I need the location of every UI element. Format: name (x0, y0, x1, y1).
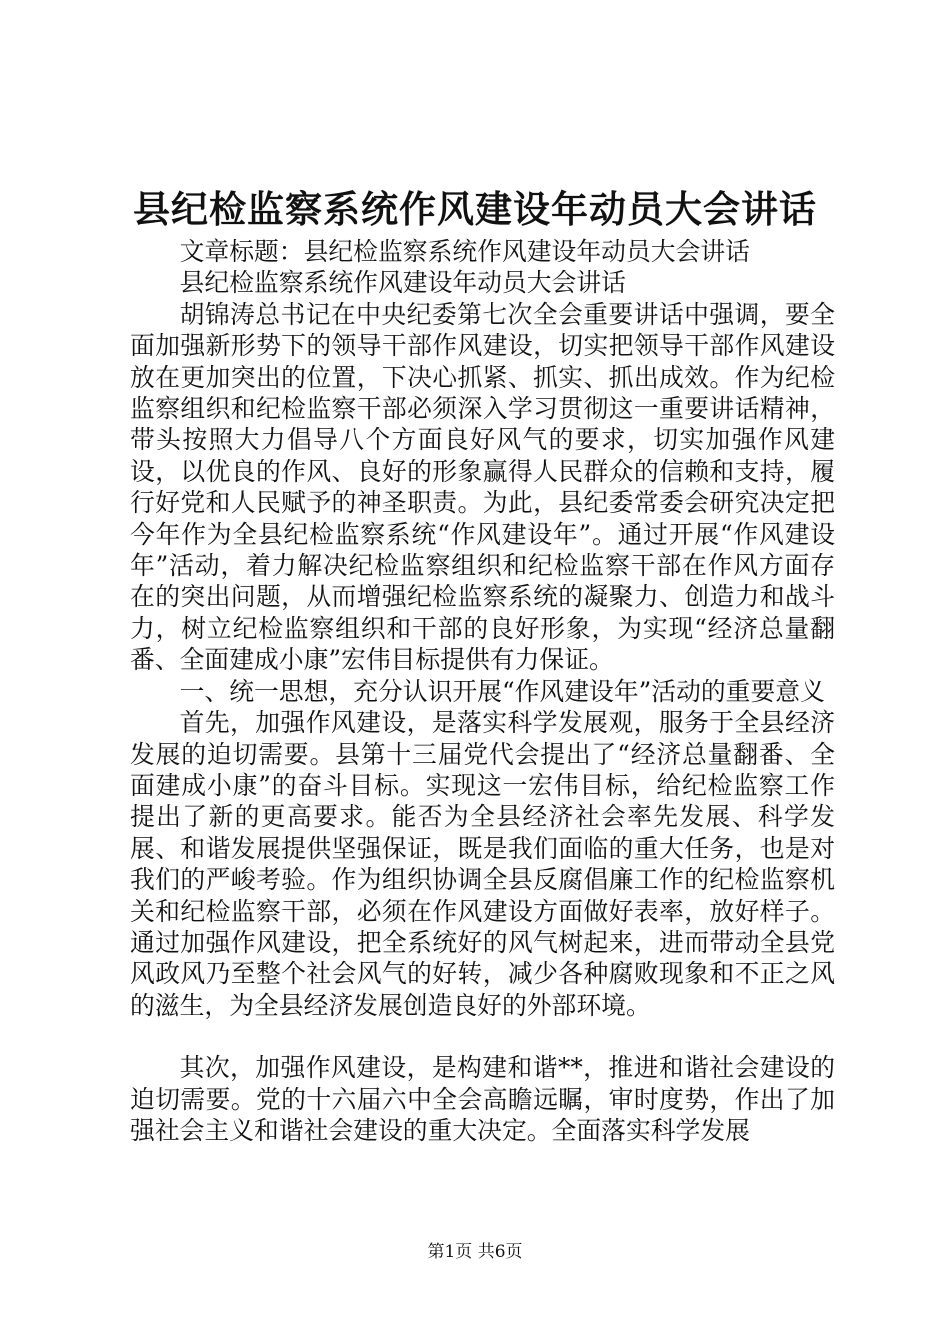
document-subtitle: 县纪检监察系统作风建设年动员大会讲话 (179, 268, 626, 298)
paragraph-intro: 胡锦涛总书记在中央纪委第七次全会重要讲话中强调，要全面加强新形势下的领导干部作风建设，切实把领导干部作风建设放在更加突出的位置，下决心抓紧、抓实、抓出成效。作为纪检监察组织和纪检监察干部必须深入学习贯彻这一重要讲话精神，带头按照大力倡导八个方面良好风气的要求，切实加强作风建设，以优良的作风、良好的形象赢得人民群众的信赖和支持，履行好党和人民赋予的神圣职责。为此，县纪委常委会研究决定把今年作为全县纪检监察系统“作风建设年”。通过开展“作风建设年”活动，着力解决纪检监察组织和纪检监察干部在作风方面存在的突出问题，从而增强纪检监察系统的凝聚力、创造力和战斗力，树立纪检监察组织和干部的良好形象，为实现“经济总量翻番、全面建成小康”宏伟目标提供有力保证。 (130, 299, 835, 675)
paragraph-second: 其次，加强作风建设，是构建和谐**，推进和谐社会建设的迫切需要。党的十六届六中全会高瞻远瞩，审时度势，作出了加强社会主义和谐社会建设的重大决定。全面落实科学发展 (130, 1053, 835, 1145)
meta-title-line: 文章标题：县纪检监察系统作风建设年动员大会讲话 (179, 237, 750, 266)
paragraph-first: 首先，加强作风建设，是落实科学发展观，服务于全县经济发展的迫切需要。县第十三届党代会提出了“经济总量翻番、全面建成小康”的奋斗目标。实现这一宏伟目标，给纪检监察工作提出了新的更高要求。能否为全县经济社会率先发展、科学发展、和谐发展提供坚强保证，既是我们面临的重大任务，也是对我们的严峻考验。作为组织协调全县反腐倡廉工作的纪检监察机关和纪检监察干部，必须在作风建设方面做好表率，放好样子。通过加强作风建设，把全系统好的风气树起来，进而带动全县党风政风乃至整个社会风气的好转，减少各种腐败现象和不正之风的滋生，为全县经济发展创造良好的外部环境。 (130, 708, 835, 1020)
section-heading: 一、统一思想，充分认识开展“作风建设年”活动的重要意义 (179, 676, 825, 706)
document-body (130, 236, 835, 1146)
paragraph-spacer (130, 1021, 835, 1052)
page-footer: 第1页 共6页 (427, 1242, 523, 1262)
document-title: 县纪检监察系统作风建设年动员大会讲话 (133, 187, 817, 231)
